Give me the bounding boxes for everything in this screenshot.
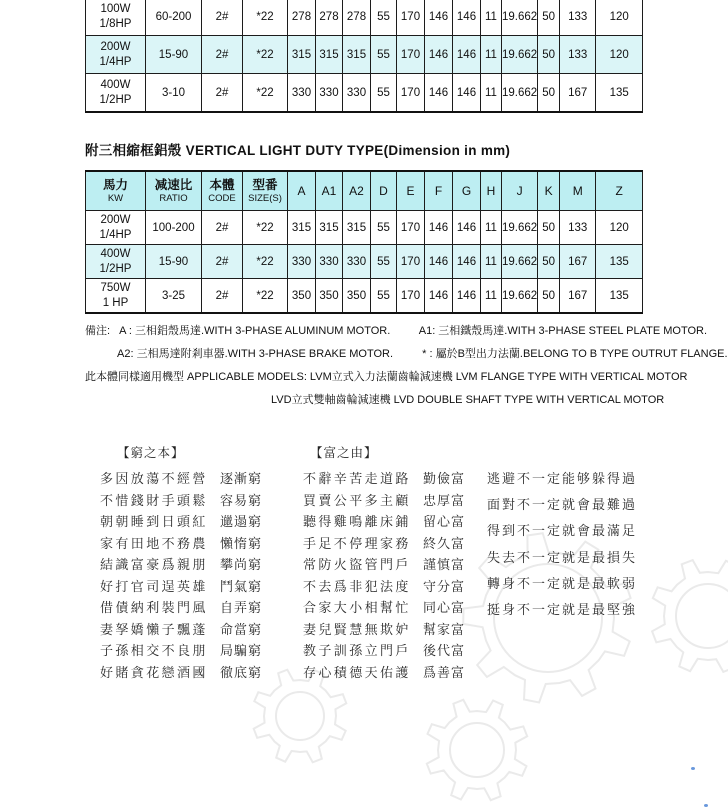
- cell-dimension: 330: [288, 245, 316, 279]
- proverb-item: 逃避不一定能够躲得過: [487, 472, 638, 487]
- proverb-line: 教子訓孫立門戶: [303, 644, 411, 659]
- proverb-result: 幫家富: [423, 622, 466, 638]
- poor-proverb-list: [100, 468, 262, 683]
- wisdom-proverb-list: [487, 468, 637, 625]
- table-row: [86, 36, 643, 74]
- proverb-line: 聽得雞鳴離床鋪: [303, 515, 411, 530]
- cell-dimension: 133: [560, 211, 596, 245]
- cell-model: 400W 1/2HP: [86, 74, 146, 113]
- column-header: 本體 CODE: [202, 171, 243, 211]
- gear-hub-icon: [676, 584, 728, 648]
- gear-hub-icon: [276, 692, 324, 740]
- cell-dimension: 50: [538, 279, 560, 314]
- proverb-line: 好打官司逞英雄: [100, 579, 208, 595]
- column-header: E: [397, 171, 425, 211]
- cell-dimension: 135: [596, 279, 643, 314]
- proverb-line: 不辭辛苦走道路: [303, 472, 411, 487]
- cell-dimension: 167: [560, 74, 596, 113]
- cell-size: *22: [243, 74, 288, 113]
- note-line-3: [85, 368, 688, 391]
- cell-size: *22: [243, 245, 288, 279]
- cell-dimension: 167: [560, 279, 596, 314]
- proverb-item: [303, 511, 465, 533]
- cell-dimension: 19.662: [502, 211, 538, 245]
- cell-dimension: 350: [343, 279, 371, 314]
- cell-dimension: 133: [560, 0, 596, 36]
- table-row: [86, 74, 643, 113]
- cell-dimension: 315: [288, 36, 316, 74]
- proverb-item: [100, 490, 262, 512]
- proverb-item: 得到不一定就會最滿足: [487, 524, 638, 540]
- proverb-item: [100, 619, 262, 641]
- proverb-item: [303, 468, 465, 490]
- cell-model: 200W 1/4HP: [86, 211, 146, 245]
- proverb-result: 邋遢窮: [220, 515, 263, 530]
- proverb-result: 守分富: [423, 579, 466, 595]
- note-label: 備注:: [85, 325, 111, 337]
- note-line-4: [85, 391, 685, 410]
- cell-dimension: 170: [397, 36, 425, 74]
- cell-dimension: 50: [538, 36, 560, 74]
- column-header: D: [371, 171, 397, 211]
- cell-dimension: 50: [538, 245, 560, 279]
- cell-dimension: 11: [481, 36, 502, 74]
- proverb-item: [100, 511, 262, 533]
- cell-dimension: 315: [343, 211, 371, 245]
- cell-dimension: 278: [316, 0, 343, 36]
- proverb-line: 結識富豪爲親朋: [100, 558, 208, 573]
- column-header: A1: [316, 171, 343, 211]
- cell-model: 200W 1/4HP: [86, 36, 146, 74]
- table-row: [86, 279, 643, 314]
- cell-dimension: 315: [316, 211, 343, 245]
- proverb-result: 忠厚富: [423, 493, 466, 509]
- proverb-line: 子孫相交不良朋: [100, 644, 208, 659]
- proverb-line: 多因放蕩不經營: [100, 472, 208, 487]
- cell-dimension: 11: [481, 211, 502, 245]
- column-header: A2: [343, 171, 371, 211]
- note-applicable-models: 此本體同樣適用機型 APPLICABLE MODELS: LVM立式入力法蘭齒輪減速機 LVM FLANGE TYPE WITH VERTICAL MOTOR: [85, 371, 688, 383]
- cell-dimension: 135: [596, 74, 643, 113]
- proverb-line: 存心積德天佑護: [303, 665, 411, 681]
- gear-icon: [427, 700, 527, 800]
- cell-dimension: 120: [596, 211, 643, 245]
- proverb-result: 爲善富: [423, 665, 466, 681]
- proverb-result: 終久富: [423, 536, 466, 552]
- poor-column-title: 【窮之本】: [117, 445, 185, 460]
- cell-code: 2#: [202, 0, 243, 36]
- proverb-item: [303, 554, 465, 576]
- cell-dimension: 146: [425, 36, 453, 74]
- proverb-result: 勤儉富: [423, 472, 466, 487]
- cell-ratio: 100-200: [146, 211, 202, 245]
- cell-dimension: 146: [453, 245, 481, 279]
- cell-dimension: 120: [596, 36, 643, 74]
- proverb-item: 面對不一定就會最難過: [487, 498, 638, 514]
- column-header: 馬力 KW: [86, 171, 146, 211]
- cell-dimension: 146: [425, 0, 453, 36]
- proverb-item: [303, 662, 465, 684]
- cell-dimension: 19.662: [502, 245, 538, 279]
- cell-code: 2#: [202, 211, 243, 245]
- cell-size: *22: [243, 211, 288, 245]
- cell-dimension: 146: [425, 279, 453, 314]
- cell-dimension: 330: [343, 74, 371, 113]
- cell-dimension: 278: [288, 0, 316, 36]
- proverb-line: 好賭貪花戀酒國: [100, 665, 208, 681]
- cell-dimension: 11: [481, 0, 502, 36]
- proverb-item: [303, 619, 465, 641]
- proverb-item: [303, 576, 465, 598]
- cell-dimension: 55: [371, 74, 397, 113]
- cell-model: 750W 1 HP: [86, 279, 146, 314]
- cell-ratio: 15-90: [146, 245, 202, 279]
- cell-dimension: 146: [453, 74, 481, 113]
- cell-dimension: 11: [481, 74, 502, 113]
- column-header: K: [538, 171, 560, 211]
- proverb-line: 常防火盜管門戶: [303, 558, 411, 573]
- cell-dimension: 55: [371, 279, 397, 314]
- proverb-line: 妻兒賢慧無欺妒: [303, 622, 411, 638]
- cell-dimension: 146: [453, 36, 481, 74]
- cell-code: 2#: [202, 74, 243, 113]
- cell-ratio: 3-10: [146, 74, 202, 113]
- proverb-line: 手足不停理家務: [303, 536, 411, 552]
- proverb-result: 鬥氣窮: [220, 579, 263, 595]
- cell-dimension: 278: [343, 0, 371, 36]
- cell-dimension: 146: [453, 211, 481, 245]
- cell-dimension: 330: [288, 74, 316, 113]
- note-applicable-models-2: LVD立式雙軸齒輪減速機 LVD DOUBLE SHAFT TYPE WITH VERTICAL MOTOR: [271, 394, 665, 406]
- cell-dimension: 146: [425, 245, 453, 279]
- proverb-item: 轉身不一定就是最軟弱: [487, 576, 638, 592]
- cell-dimension: 315: [343, 36, 371, 74]
- gear-hub-icon: [450, 723, 504, 777]
- proverb-result: 命當窮: [220, 622, 263, 638]
- proverb-item: [303, 640, 465, 662]
- note-a: A : 三相鋁殼馬達.WITH 3-PHASE ALUMINUM MOTOR.: [119, 325, 391, 337]
- proverb-line: 家有田地不務農: [100, 536, 208, 552]
- cell-dimension: 170: [397, 279, 425, 314]
- proverb-item: [100, 640, 262, 662]
- cell-size: *22: [243, 36, 288, 74]
- proverb-item: [100, 662, 262, 684]
- proverb-line: 買賣公平多主顧: [303, 493, 411, 509]
- cell-dimension: 350: [288, 279, 316, 314]
- cell-dimension: 330: [316, 74, 343, 113]
- proverb-line: 合家大小相幫忙: [303, 601, 411, 616]
- proverb-result: 攀尚窮: [220, 558, 263, 573]
- cell-dimension: 19.662: [502, 74, 538, 113]
- cell-dimension: 50: [538, 0, 560, 36]
- column-header: F: [425, 171, 453, 211]
- header-row: [86, 171, 643, 211]
- cell-ratio: 15-90: [146, 36, 202, 74]
- cell-dimension: 50: [538, 211, 560, 245]
- proverb-item: [303, 597, 465, 619]
- cell-dimension: 315: [288, 211, 316, 245]
- column-header: G: [453, 171, 481, 211]
- cell-dimension: 11: [481, 245, 502, 279]
- note-line-2: [85, 345, 728, 368]
- proverb-line: 朝朝睡到日頭紅: [100, 515, 208, 530]
- cell-dimension: 50: [538, 74, 560, 113]
- proverb-item: [100, 576, 262, 598]
- cell-model: 100W 1/8HP: [86, 0, 146, 36]
- cell-dimension: 170: [397, 74, 425, 113]
- gear-icon: [254, 670, 347, 763]
- rich-proverb-list: [303, 468, 465, 683]
- cell-size: *22: [243, 0, 288, 36]
- table-row: [86, 211, 643, 245]
- cell-dimension: 120: [596, 0, 643, 36]
- cell-code: 2#: [202, 36, 243, 74]
- cell-dimension: 19.662: [502, 279, 538, 314]
- cell-model: 400W 1/2HP: [86, 245, 146, 279]
- column-header: Z: [596, 171, 643, 211]
- column-header: J: [502, 171, 538, 211]
- cell-dimension: 146: [453, 279, 481, 314]
- blue-speck: [691, 767, 695, 770]
- cell-dimension: 170: [397, 245, 425, 279]
- rich-column-title: 【富之由】: [310, 445, 378, 460]
- cell-dimension: 350: [316, 279, 343, 314]
- proverb-result: 自弄窮: [220, 601, 263, 616]
- cell-dimension: 55: [371, 211, 397, 245]
- cell-dimension: 330: [343, 245, 371, 279]
- proverb-item: [303, 490, 465, 512]
- column-header: 型番 SIZE(S): [243, 171, 288, 211]
- dimension-table-vertical-light-duty: [85, 170, 643, 314]
- proverb-item: [100, 597, 262, 619]
- column-header: A: [288, 171, 316, 211]
- cell-ratio: 3-25: [146, 279, 202, 314]
- cell-size: *22: [243, 279, 288, 314]
- column-header: H: [481, 171, 502, 211]
- proverb-result: 徹底窮: [220, 665, 263, 681]
- cell-dimension: 11: [481, 279, 502, 314]
- dimension-table-top: [85, 0, 643, 113]
- proverb-line: 妻孥嬌懶子飄蓬: [100, 622, 208, 638]
- note-a2: A2: 三相馬達附剎車器.WITH 3-PHASE BRAKE MOTOR.: [117, 348, 394, 360]
- proverb-line: 不惜錢財手頭鬆: [100, 493, 208, 509]
- proverb-line: 不去爲非犯法度: [303, 579, 411, 595]
- proverb-line: 借債納利裝門風: [100, 601, 208, 616]
- cell-dimension: 133: [560, 36, 596, 74]
- notes-block: [85, 322, 728, 410]
- column-header: M: [560, 171, 596, 211]
- cell-dimension: 19.662: [502, 0, 538, 36]
- section-title: 附三相縮框鋁殼 VERTICAL LIGHT DUTY TYPE(Dimension in mm): [85, 143, 511, 158]
- cell-dimension: 55: [371, 0, 397, 36]
- cell-dimension: 146: [425, 74, 453, 113]
- cell-code: 2#: [202, 279, 243, 314]
- proverb-item: [100, 533, 262, 555]
- proverb-result: 逐漸窮: [220, 472, 263, 487]
- cell-dimension: 315: [316, 36, 343, 74]
- cell-dimension: 19.662: [502, 36, 538, 74]
- proverb-item: [100, 554, 262, 576]
- proverb-result: 局騙窮: [220, 644, 263, 659]
- cell-dimension: 330: [316, 245, 343, 279]
- cell-dimension: 170: [397, 0, 425, 36]
- cell-dimension: 146: [453, 0, 481, 36]
- proverb-item: 失去不一定就是最損失: [487, 550, 638, 566]
- column-header: 减速比 RATIO: [146, 171, 202, 211]
- blue-speck: [704, 804, 708, 807]
- proverb-result: 留心富: [423, 515, 466, 530]
- cell-dimension: 170: [397, 211, 425, 245]
- cell-dimension: 55: [371, 245, 397, 279]
- proverb-result: 後代富: [423, 644, 466, 659]
- cell-code: 2#: [202, 245, 243, 279]
- proverb-result: 容易窮: [220, 493, 263, 509]
- table-row: [86, 245, 643, 279]
- cell-dimension: 146: [425, 211, 453, 245]
- cell-dimension: 55: [371, 36, 397, 74]
- proverb-result: 同心富: [423, 601, 466, 616]
- table-row: [86, 0, 643, 36]
- proverb-item: [303, 533, 465, 555]
- cell-dimension: 167: [560, 245, 596, 279]
- cell-dimension: 135: [596, 245, 643, 279]
- note-star: * : 屬於B型出力法蘭.BELONG TO B TYPE OUTRUT FLANGE.: [422, 348, 728, 360]
- proverb-item: [100, 468, 262, 490]
- note-line-1: [85, 322, 708, 345]
- proverb-result: 謹慎富: [423, 558, 466, 573]
- gear-icon: [652, 560, 728, 672]
- proverb-result: 懶惰窮: [220, 536, 263, 552]
- proverb-item: 挺身不一定就是最堅強: [487, 602, 638, 618]
- cell-ratio: 60-200: [146, 0, 202, 36]
- note-a1: A1: 三相鐵殼馬達.WITH 3-PHASE STEEL PLATE MOTOR.: [418, 325, 708, 337]
